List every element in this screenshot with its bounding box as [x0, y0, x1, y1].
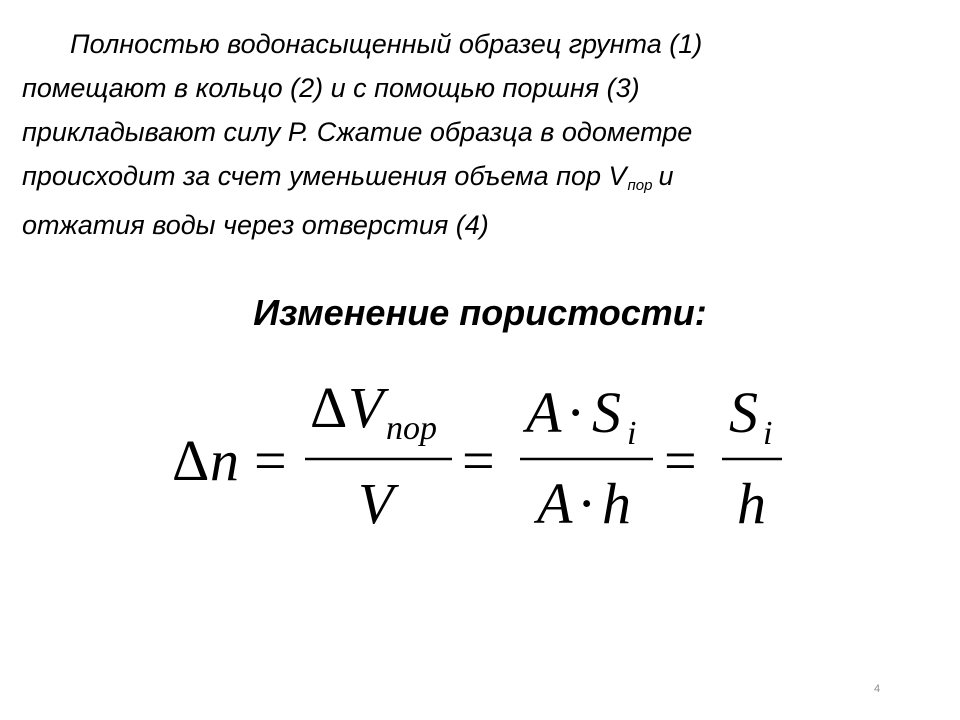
- frac3-denominator: h: [737, 471, 766, 536]
- frac2-num-a: A: [526, 380, 562, 445]
- paragraph-line-4: [22, 154, 922, 203]
- paragraph-line-2: помещают в кольцо (2) и с помощью поршня (3): [22, 73, 640, 103]
- formula-svg: [160, 375, 800, 545]
- frac2-den-a: A: [537, 471, 573, 536]
- lhs-variable: n: [210, 428, 239, 493]
- frac3-num-subscript: i: [763, 415, 773, 452]
- frac1-num-subscript: пор: [386, 410, 437, 447]
- pore-subscript: пор: [627, 177, 653, 194]
- frac2-num-subscript: i: [627, 415, 637, 452]
- equals-sign-3: =: [664, 428, 697, 493]
- paragraph-line-1: Полностью водонасыщенный образец грунта (1): [70, 29, 703, 59]
- paragraph-line-4-text: происходит за счет уменьшения объема пор V: [22, 161, 627, 191]
- frac2-num-dot: ·: [566, 380, 586, 445]
- frac1-num-delta: Δ: [310, 375, 348, 440]
- frac1-denominator: V: [358, 471, 394, 536]
- lhs-delta: Δ: [172, 428, 210, 493]
- paragraph-line-3: прикладывают силу Р. Сжатие образца в одометре: [22, 117, 693, 147]
- page-number: 4: [874, 683, 881, 695]
- paragraph-line-5: отжатия воды через отверстия (4): [22, 210, 489, 240]
- body-paragraph: [22, 22, 922, 247]
- frac3-num-s: S: [729, 380, 758, 445]
- frac2-num-s: S: [592, 380, 621, 445]
- section-heading: Изменение пористости:: [253, 292, 707, 333]
- frac2-den-dot: ·: [577, 471, 597, 536]
- porosity-formula: [160, 375, 800, 545]
- paragraph-line-4-end: и: [658, 161, 674, 191]
- frac1-num-variable: V: [348, 375, 384, 440]
- equals-sign-1: =: [254, 428, 287, 493]
- equals-sign-2: =: [462, 428, 495, 493]
- frac2-den-h: h: [602, 471, 631, 536]
